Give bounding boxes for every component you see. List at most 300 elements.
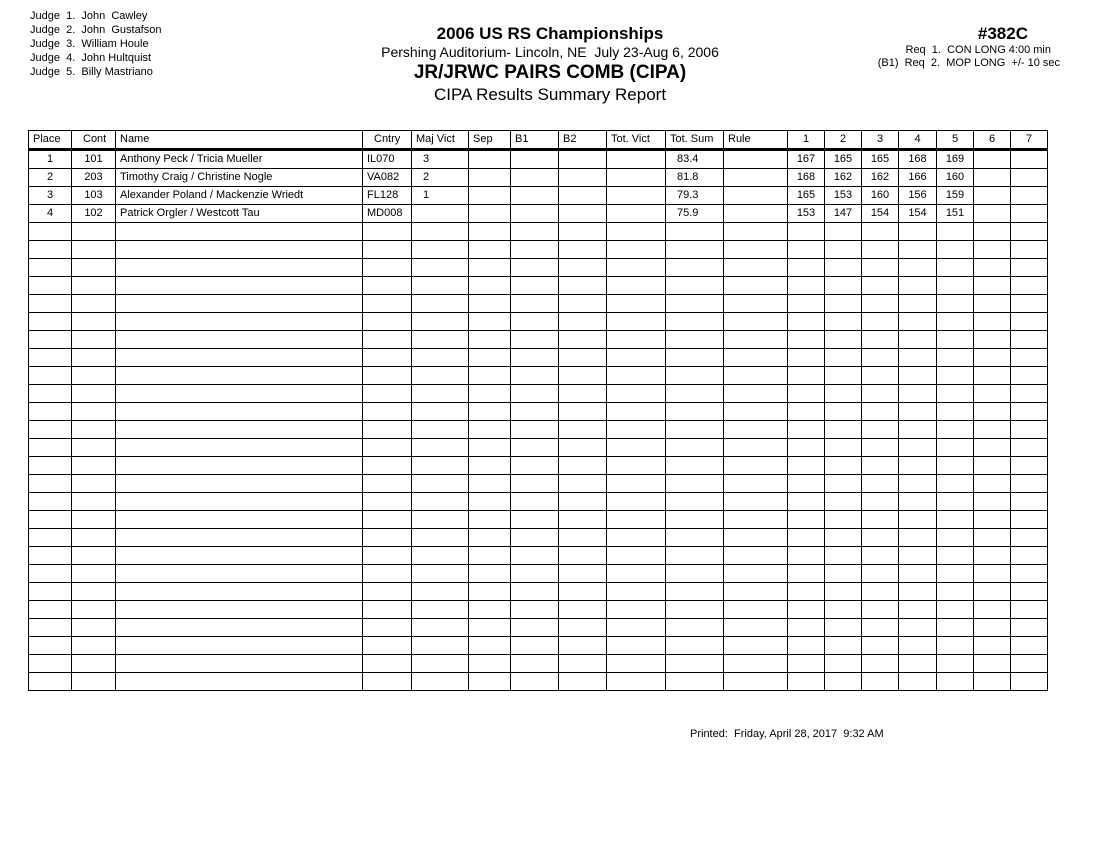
col-judge-5: 5	[937, 131, 974, 150]
empty-cell	[899, 601, 937, 619]
empty-cell	[607, 601, 666, 619]
empty-cell	[116, 439, 363, 457]
empty-cell	[116, 493, 363, 511]
empty-cell	[607, 223, 666, 241]
empty-cell	[788, 529, 825, 547]
empty-cell	[1011, 421, 1048, 439]
empty-cell	[899, 421, 937, 439]
empty-cell	[937, 259, 974, 277]
empty-cell	[412, 277, 469, 295]
empty-cell	[862, 565, 899, 583]
empty-cell	[724, 241, 788, 259]
empty-table-row	[29, 529, 1048, 547]
requirement-1: Req 1. CON LONG 4:00 min	[905, 44, 1051, 56]
empty-cell	[862, 259, 899, 277]
empty-cell	[363, 349, 412, 367]
empty-cell	[937, 529, 974, 547]
empty-table-row	[29, 439, 1048, 457]
col-sep: Sep	[469, 131, 511, 150]
empty-cell	[862, 637, 899, 655]
empty-cell	[363, 565, 412, 583]
empty-cell	[116, 367, 363, 385]
empty-cell	[116, 655, 363, 673]
empty-cell	[974, 223, 1011, 241]
empty-cell	[899, 223, 937, 241]
empty-cell	[72, 583, 116, 601]
empty-cell	[559, 313, 607, 331]
empty-cell	[825, 313, 862, 331]
empty-cell	[825, 637, 862, 655]
empty-cell	[666, 403, 724, 421]
empty-cell	[974, 475, 1011, 493]
empty-table-row	[29, 637, 1048, 655]
empty-cell	[363, 367, 412, 385]
empty-cell	[724, 493, 788, 511]
empty-cell	[862, 295, 899, 313]
empty-cell	[116, 223, 363, 241]
empty-cell	[412, 241, 469, 259]
cell-b2	[559, 205, 607, 223]
empty-cell	[116, 601, 363, 619]
empty-cell	[825, 421, 862, 439]
cell-rule	[724, 150, 788, 169]
empty-cell	[607, 295, 666, 313]
empty-cell	[1011, 331, 1048, 349]
empty-cell	[72, 547, 116, 565]
empty-cell	[72, 529, 116, 547]
empty-cell	[666, 367, 724, 385]
empty-cell	[559, 349, 607, 367]
report-header	[300, 24, 800, 106]
empty-cell	[469, 421, 511, 439]
cell-cont: 102	[72, 205, 116, 223]
empty-cell	[511, 565, 559, 583]
empty-cell	[469, 457, 511, 475]
empty-cell	[666, 673, 724, 691]
empty-table-row	[29, 403, 1048, 421]
empty-cell	[559, 331, 607, 349]
cell-b2	[559, 169, 607, 187]
empty-cell	[607, 313, 666, 331]
empty-cell	[559, 367, 607, 385]
empty-cell	[116, 547, 363, 565]
empty-cell	[116, 619, 363, 637]
empty-cell	[899, 403, 937, 421]
empty-cell	[825, 475, 862, 493]
empty-table-row	[29, 331, 1048, 349]
empty-cell	[788, 223, 825, 241]
empty-cell	[607, 259, 666, 277]
cell-maj-vict	[412, 205, 469, 223]
empty-cell	[116, 277, 363, 295]
empty-cell	[607, 241, 666, 259]
col-judge-6: 6	[974, 131, 1011, 150]
cell-judge-1: 165	[788, 187, 825, 205]
empty-cell	[72, 313, 116, 331]
empty-cell	[511, 547, 559, 565]
empty-cell	[607, 349, 666, 367]
empty-cell	[788, 493, 825, 511]
empty-cell	[469, 565, 511, 583]
empty-cell	[974, 385, 1011, 403]
empty-cell	[788, 475, 825, 493]
empty-cell	[559, 673, 607, 691]
empty-cell	[559, 547, 607, 565]
empty-cell	[511, 439, 559, 457]
empty-cell	[116, 259, 363, 277]
empty-cell	[29, 241, 72, 259]
empty-cell	[511, 259, 559, 277]
empty-cell	[825, 547, 862, 565]
empty-cell	[469, 439, 511, 457]
empty-cell	[607, 547, 666, 565]
empty-cell	[363, 547, 412, 565]
empty-cell	[937, 313, 974, 331]
col-cont: Cont	[72, 131, 116, 150]
empty-cell	[974, 655, 1011, 673]
empty-cell	[1011, 259, 1048, 277]
empty-cell	[511, 529, 559, 547]
empty-cell	[29, 385, 72, 403]
empty-cell	[974, 529, 1011, 547]
empty-cell	[72, 349, 116, 367]
empty-table-row	[29, 565, 1048, 583]
empty-cell	[937, 349, 974, 367]
cell-b1	[511, 169, 559, 187]
empty-cell	[29, 493, 72, 511]
report-title: CIPA Results Summary Report	[433, 85, 667, 104]
empty-cell	[1011, 385, 1048, 403]
empty-cell	[412, 439, 469, 457]
empty-cell	[862, 331, 899, 349]
empty-cell	[511, 583, 559, 601]
empty-cell	[511, 223, 559, 241]
cell-judge-3: 165	[862, 150, 899, 169]
empty-cell	[724, 403, 788, 421]
empty-cell	[363, 475, 412, 493]
empty-cell	[724, 619, 788, 637]
empty-cell	[862, 475, 899, 493]
empty-cell	[559, 583, 607, 601]
empty-cell	[412, 349, 469, 367]
cell-sep	[469, 150, 511, 169]
empty-cell	[825, 403, 862, 421]
empty-cell	[1011, 313, 1048, 331]
judge-4: Judge 4. John Hultquist	[30, 52, 152, 64]
empty-cell	[72, 259, 116, 277]
empty-cell	[607, 439, 666, 457]
empty-cell	[862, 493, 899, 511]
empty-cell	[1011, 583, 1048, 601]
empty-cell	[116, 673, 363, 691]
empty-cell	[607, 637, 666, 655]
empty-cell	[862, 583, 899, 601]
empty-cell	[511, 313, 559, 331]
table-row	[29, 205, 1048, 223]
venue-dates: Pershing Auditorium- Lincoln, NE July 23-Aug 6, 2006	[381, 44, 719, 60]
empty-table-row	[29, 475, 1048, 493]
empty-cell	[666, 421, 724, 439]
empty-cell	[724, 655, 788, 673]
cell-b1	[511, 187, 559, 205]
empty-cell	[511, 457, 559, 475]
empty-cell	[788, 565, 825, 583]
empty-cell	[559, 295, 607, 313]
empty-cell	[72, 601, 116, 619]
empty-cell	[607, 655, 666, 673]
empty-cell	[607, 511, 666, 529]
empty-cell	[937, 385, 974, 403]
cell-b1	[511, 205, 559, 223]
empty-cell	[724, 259, 788, 277]
empty-cell	[607, 421, 666, 439]
empty-cell	[29, 457, 72, 475]
cell-maj-vict: 2	[412, 169, 469, 187]
empty-cell	[862, 655, 899, 673]
empty-cell	[666, 655, 724, 673]
empty-cell	[974, 619, 1011, 637]
empty-cell	[666, 547, 724, 565]
cell-cont: 103	[72, 187, 116, 205]
empty-cell	[788, 331, 825, 349]
empty-cell	[788, 655, 825, 673]
empty-cell	[29, 565, 72, 583]
empty-cell	[974, 241, 1011, 259]
empty-cell	[363, 601, 412, 619]
cell-name: Anthony Peck / Tricia Mueller	[116, 150, 363, 169]
empty-cell	[412, 367, 469, 385]
empty-cell	[1011, 547, 1048, 565]
empty-cell	[666, 439, 724, 457]
empty-cell	[862, 223, 899, 241]
empty-cell	[511, 241, 559, 259]
empty-cell	[724, 547, 788, 565]
empty-cell	[363, 655, 412, 673]
table-row	[29, 187, 1048, 205]
empty-cell	[363, 511, 412, 529]
empty-cell	[72, 421, 116, 439]
empty-cell	[412, 223, 469, 241]
empty-cell	[974, 421, 1011, 439]
empty-cell	[937, 475, 974, 493]
empty-cell	[937, 331, 974, 349]
empty-cell	[974, 583, 1011, 601]
empty-table-row	[29, 493, 1048, 511]
empty-cell	[72, 637, 116, 655]
empty-cell	[1011, 565, 1048, 583]
empty-cell	[559, 565, 607, 583]
cell-place: 4	[29, 205, 72, 223]
cell-place: 1	[29, 150, 72, 169]
empty-table-row	[29, 601, 1048, 619]
empty-cell	[469, 385, 511, 403]
empty-cell	[363, 619, 412, 637]
cell-judge-5: 160	[937, 169, 974, 187]
empty-cell	[559, 403, 607, 421]
empty-cell	[363, 457, 412, 475]
empty-cell	[899, 367, 937, 385]
cell-b2	[559, 150, 607, 169]
empty-cell	[788, 313, 825, 331]
empty-cell	[724, 385, 788, 403]
empty-cell	[899, 511, 937, 529]
empty-cell	[363, 223, 412, 241]
cell-judge-2: 153	[825, 187, 862, 205]
col-maj-vict: Maj Vict	[412, 131, 469, 150]
empty-cell	[363, 277, 412, 295]
empty-table-row	[29, 547, 1048, 565]
empty-cell	[412, 655, 469, 673]
empty-cell	[788, 277, 825, 295]
empty-cell	[825, 655, 862, 673]
empty-cell	[788, 547, 825, 565]
empty-cell	[825, 673, 862, 691]
col-judge-3: 3	[862, 131, 899, 150]
empty-cell	[825, 439, 862, 457]
results-table	[28, 130, 1048, 691]
empty-cell	[72, 439, 116, 457]
empty-cell	[29, 421, 72, 439]
judge-5: Judge 5. Billy Mastriano	[30, 66, 153, 78]
empty-cell	[469, 673, 511, 691]
empty-cell	[363, 295, 412, 313]
empty-cell	[862, 529, 899, 547]
empty-cell	[724, 529, 788, 547]
empty-table-row	[29, 367, 1048, 385]
empty-cell	[825, 529, 862, 547]
empty-cell	[469, 331, 511, 349]
empty-cell	[559, 385, 607, 403]
empty-cell	[788, 439, 825, 457]
empty-cell	[559, 529, 607, 547]
cell-tot-sum: 75.9	[666, 205, 724, 223]
empty-cell	[937, 583, 974, 601]
empty-cell	[29, 223, 72, 241]
empty-cell	[559, 241, 607, 259]
empty-cell	[363, 403, 412, 421]
empty-cell	[116, 349, 363, 367]
empty-cell	[469, 403, 511, 421]
cell-sep	[469, 187, 511, 205]
empty-cell	[974, 277, 1011, 295]
cell-name: Alexander Poland / Mackenzie Wriedt	[116, 187, 363, 205]
empty-cell	[511, 511, 559, 529]
empty-cell	[116, 637, 363, 655]
empty-cell	[724, 565, 788, 583]
empty-cell	[937, 421, 974, 439]
empty-cell	[72, 493, 116, 511]
empty-cell	[937, 295, 974, 313]
judge-2: Judge 2. John Gustafson	[30, 24, 162, 36]
empty-cell	[116, 421, 363, 439]
empty-cell	[116, 565, 363, 583]
cell-judge-5: 169	[937, 150, 974, 169]
empty-cell	[511, 367, 559, 385]
empty-cell	[974, 349, 1011, 367]
empty-cell	[724, 277, 788, 295]
empty-cell	[666, 331, 724, 349]
col-tot-sum: Tot. Sum	[666, 131, 724, 150]
empty-cell	[559, 259, 607, 277]
empty-cell	[559, 277, 607, 295]
empty-cell	[788, 421, 825, 439]
judge-1: Judge 1. John Cawley	[30, 10, 148, 22]
cell-maj-vict: 3	[412, 150, 469, 169]
empty-cell	[899, 295, 937, 313]
cell-judge-1: 153	[788, 205, 825, 223]
empty-cell	[511, 349, 559, 367]
empty-cell	[1011, 529, 1048, 547]
cell-judge-1: 168	[788, 169, 825, 187]
cell-judge-4: 168	[899, 150, 937, 169]
empty-table-row	[29, 619, 1048, 637]
empty-cell	[469, 583, 511, 601]
empty-table-row	[29, 241, 1048, 259]
col-rule: Rule	[724, 131, 788, 150]
empty-cell	[29, 673, 72, 691]
empty-cell	[412, 493, 469, 511]
empty-cell	[666, 511, 724, 529]
empty-cell	[724, 673, 788, 691]
empty-cell	[788, 511, 825, 529]
empty-cell	[72, 457, 116, 475]
empty-cell	[469, 259, 511, 277]
empty-cell	[788, 637, 825, 655]
cell-cntry: MD008	[363, 205, 412, 223]
empty-cell	[72, 223, 116, 241]
empty-cell	[825, 565, 862, 583]
empty-cell	[412, 403, 469, 421]
cell-judge-3: 154	[862, 205, 899, 223]
event-title: JR/JRWC PAIRS COMB (CIPA)	[413, 62, 687, 83]
empty-cell	[511, 475, 559, 493]
empty-cell	[974, 565, 1011, 583]
empty-cell	[412, 475, 469, 493]
empty-cell	[666, 619, 724, 637]
empty-cell	[29, 295, 72, 313]
empty-cell	[29, 475, 72, 493]
col-name: Name	[116, 131, 363, 150]
empty-cell	[862, 385, 899, 403]
empty-cell	[72, 511, 116, 529]
empty-cell	[29, 547, 72, 565]
empty-cell	[724, 583, 788, 601]
empty-cell	[666, 637, 724, 655]
empty-cell	[825, 367, 862, 385]
empty-cell	[666, 475, 724, 493]
empty-cell	[788, 385, 825, 403]
empty-cell	[899, 529, 937, 547]
empty-cell	[469, 493, 511, 511]
col-judge-7: 7	[1011, 131, 1048, 150]
empty-cell	[412, 313, 469, 331]
empty-cell	[937, 511, 974, 529]
empty-cell	[899, 619, 937, 637]
empty-cell	[412, 619, 469, 637]
empty-cell	[29, 583, 72, 601]
empty-cell	[862, 511, 899, 529]
empty-cell	[1011, 673, 1048, 691]
cell-tot-vict	[607, 187, 666, 205]
empty-cell	[899, 493, 937, 511]
cell-judge-5: 159	[937, 187, 974, 205]
col-judge-4: 4	[899, 131, 937, 150]
empty-cell	[1011, 403, 1048, 421]
empty-cell	[825, 583, 862, 601]
empty-cell	[363, 637, 412, 655]
empty-cell	[607, 385, 666, 403]
empty-cell	[862, 601, 899, 619]
